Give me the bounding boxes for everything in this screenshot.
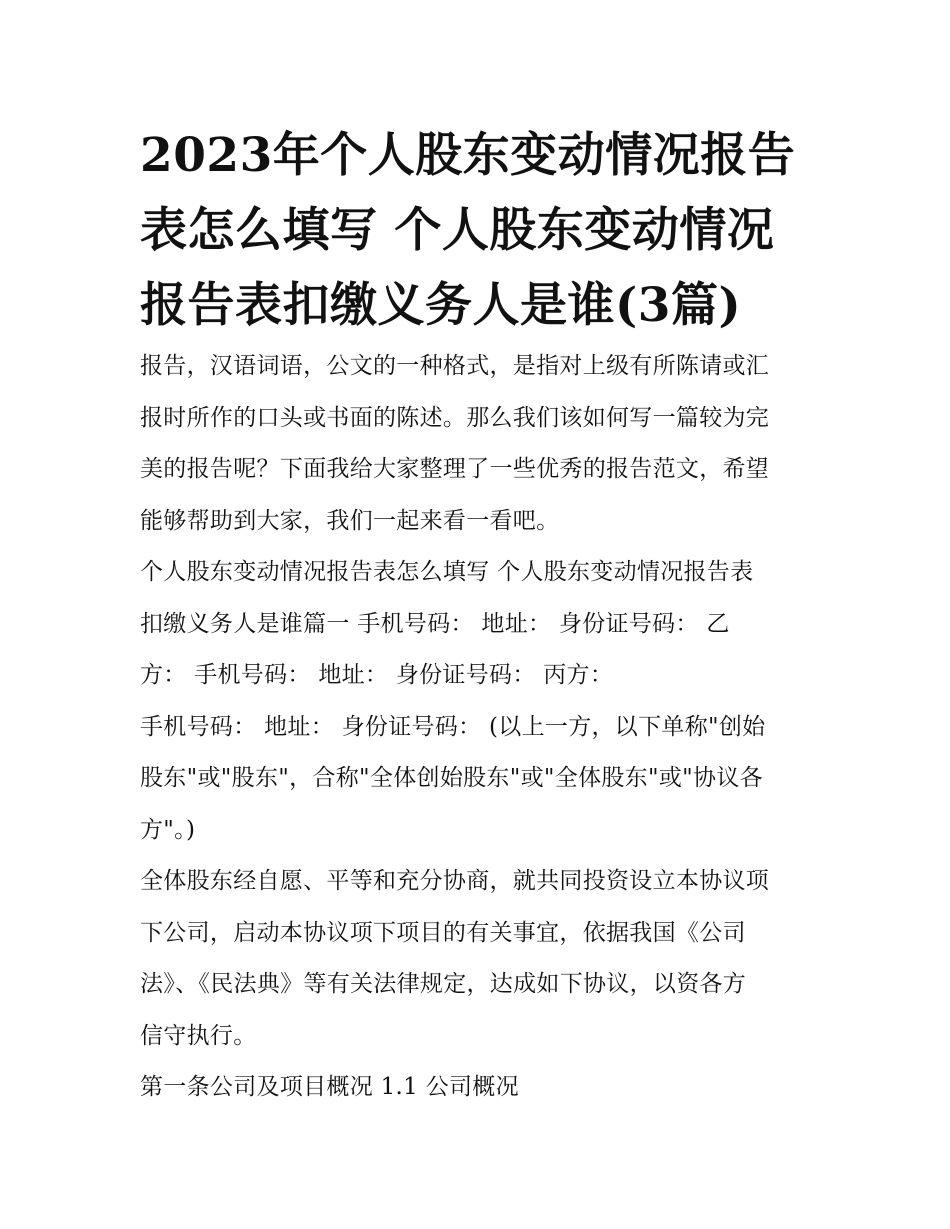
body-line: 股东"或"股东"，合称"全体创始股东"或"全体股东"或"协议各 <box>140 765 763 791</box>
body-line: 美的报告呢？下面我给大家整理了一些优秀的报告范文，希望 <box>140 456 770 482</box>
body-line: 方"。) <box>140 816 196 843</box>
document-page <box>140 118 820 1124</box>
body-line: 全体股东经自愿、平等和充分协商，就共同投资设立本协议项 <box>140 868 770 894</box>
body-line: 下公司，启动本协议项下项目的有关事宜，依据我国《公司 <box>140 919 746 946</box>
body-line: 扣缴义务人是谁篇一 手机号码： 地址： 身份证号码： 乙 <box>140 610 730 637</box>
document-title: 2023年个人股东变动情况报告表怎么填写 个人股东变动情况报告表扣缴义务人是谁(3篇) <box>140 128 796 333</box>
body-line: 方： 手机号码： 地址： 身份证号码： 丙方： <box>140 662 614 688</box>
body-line: 个人股东变动情况报告表怎么填写 个人股东变动情况报告表 <box>140 559 754 585</box>
body-line: 能够帮助到大家，我们一起来看一看吧。 <box>140 507 560 534</box>
body-line: 报时所作的口头或书面的陈述。那么我们该如何写一篇较为完 <box>140 404 770 431</box>
body-line: 第一条公司及项目概况 1.1 公司概况 <box>140 1074 519 1100</box>
body-line: 报告，汉语词语，公文的一种格式，是指对上级有所陈请或汇 <box>140 353 770 379</box>
body-line: 法》、《民法典》等有关法律规定，达成如下协议，以资各方 <box>140 971 747 997</box>
document-body <box>140 351 820 1102</box>
body-line: 手机号码： 地址： 身份证号码： (以上一方，以下单称"创始 <box>140 713 766 740</box>
body-line: 信守执行。 <box>140 1022 257 1049</box>
